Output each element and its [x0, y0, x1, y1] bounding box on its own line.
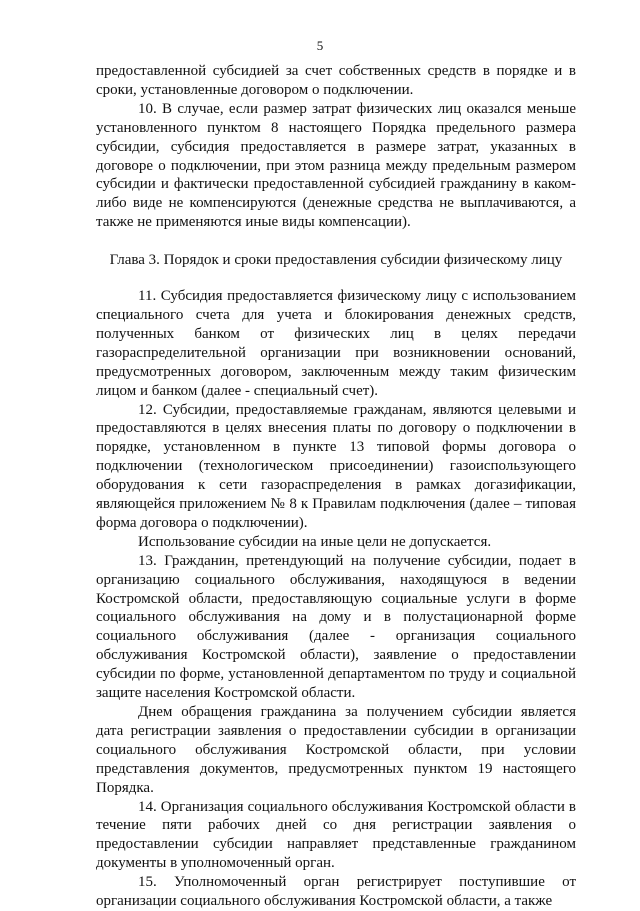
page-number: 5 — [316, 38, 324, 53]
paragraph-13: 13. Гражданин, претендующий на получение субсидии, подает в организацию социального обслуживания, находящуюся в ведении Костромской области, предоставляющую социальные услуги в форме социального обслуживания на дому и в полустационарной форме социального обслуживания (далее - организация социального обслуживания Костромской области), заявление о предоставлении субсидии по форме, установленной департаментом по труду и социальной защите населения Костромской области. — [96, 552, 576, 702]
paragraph-12-note: Использование субсидии на иные цели не допускается. — [138, 533, 492, 550]
paragraph-10: 10. В случае, если размер затрат физических лиц оказался меньше установленного пунктом 8 настоящего Порядка предельного размера субсидии, субсидия предоставляется в размере затрат, указанных в договоре о подключении, при этом разница между предельным размером субсидии и фактически предоставленной субсидией гражданину в каком-либо виде не компенсируются (денежные средства не выплачиваются, а также не применяются иные виды компенсации). — [96, 100, 576, 231]
intro-paragraph: предоставленной субсидией за счет собственных средств в порядке и в сроки, установленные договором о подключении. — [96, 63, 576, 98]
section-spacer — [96, 270, 576, 287]
paragraph-13-date: Днем обращения гражданина за получением субсидии является дата регистрации заявления о предоставлении субсидии в организации социального обслуживания Костромской области, при условии представления документов, предусмотренных пунктом 19 настоящего Порядка. — [96, 704, 576, 796]
paragraph-12: 12. Субсидии, предоставляемые гражданам, являются целевыми и предоставляются в целях внесения платы по договору о подключении в порядке, установленном в пункте 13 типовой формы договора о подключении (технологическом присоединении) газоиспользующего оборудования к сети газораспределения в рамках догазификации, являющейся приложением № 8 к Правилам подключения (далее – типовая форма договора о подключении). — [96, 401, 576, 531]
paragraph-15: 15. Уполномоченный орган регистрирует поступившие от организации социального обслуживания Костромской области, а также — [96, 874, 576, 910]
document-body — [96, 62, 576, 911]
section-spacer — [96, 232, 576, 251]
paragraph-14: 14. Организация социального обслуживания Костромской области в течение пяти рабочих дней со дня регистрации заявления о предоставлении субсидии направляет представленные гражданином документы в уполномоченный орган. — [96, 798, 576, 872]
chapter-3-heading: Глава 3. Порядок и сроки предоставления субсидии физическому лицу — [109, 252, 563, 269]
paragraph-11: 11. Субсидия предоставляется физическому лицу с использованием специального счета для учета и блокирования денежных средств, полученных банком от физических лиц в целях передачи газораспределительной организации при возникновении оснований, предусмотренных договором, заключенным между таким физическим лицом и банком (далее - специальный счет). — [96, 288, 576, 399]
